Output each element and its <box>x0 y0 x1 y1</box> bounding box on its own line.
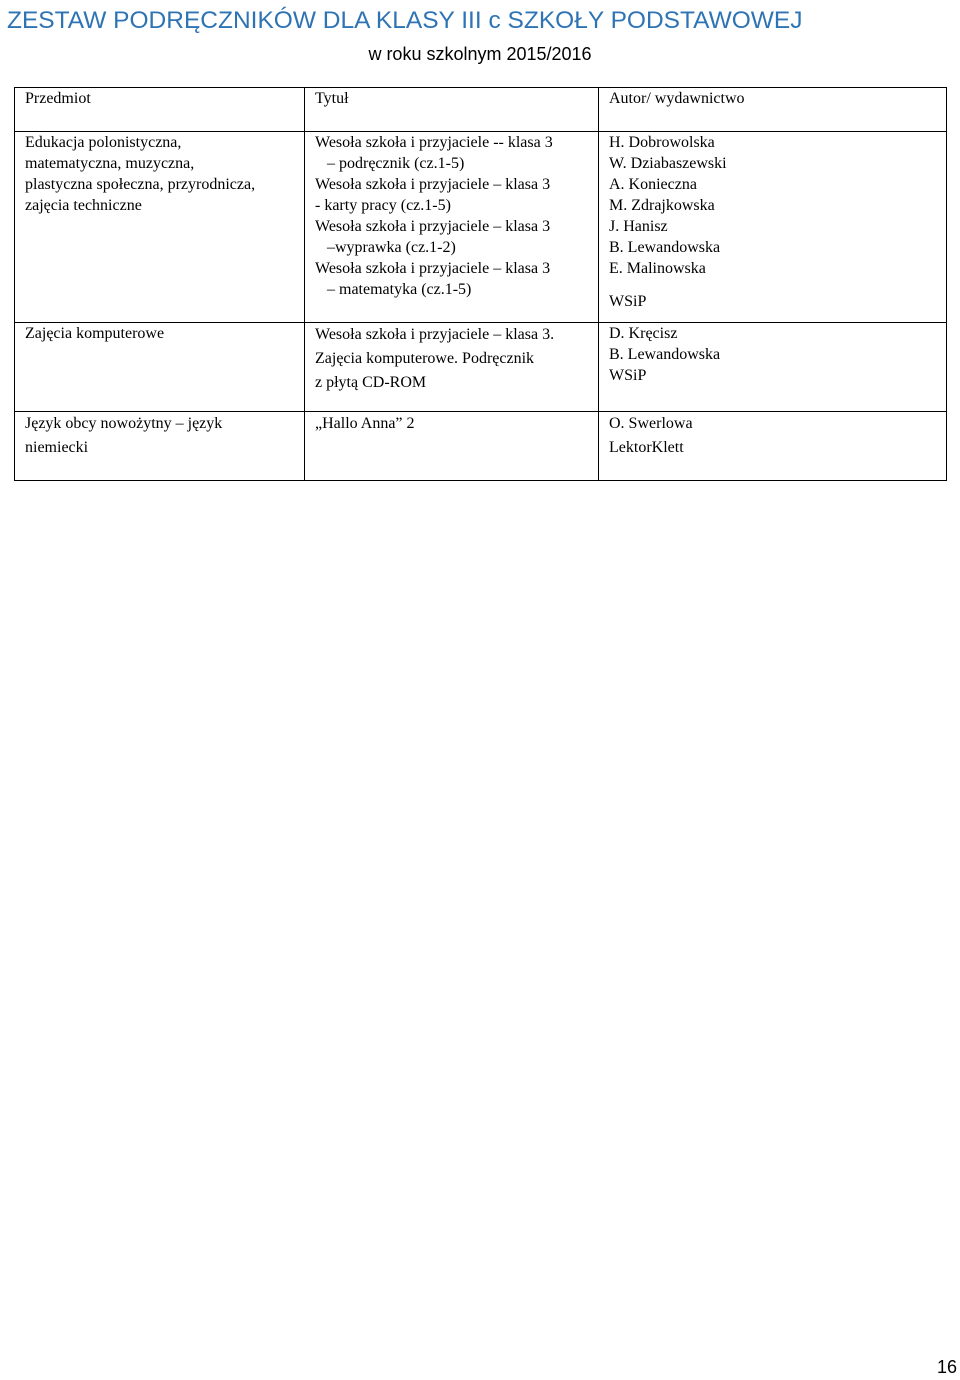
title-line: Wesoła szkoła i przyjaciele -- klasa 3 <box>315 134 553 151</box>
subject-line: plastyczna społeczna, przyrodnicza, <box>25 176 256 193</box>
title-line: Wesoła szkoła i przyjaciele – klasa 3. <box>315 326 555 343</box>
title-cell <box>305 323 599 412</box>
subject-line: zajęcia techniczne <box>25 197 142 214</box>
title-line: Wesoła szkoła i przyjaciele – klasa 3 <box>315 176 551 193</box>
title-cell <box>305 132 599 323</box>
header-subject-label: Przedmiot <box>25 90 91 107</box>
title-cell <box>305 412 599 481</box>
header-title <box>305 88 599 132</box>
subject-line: Zajęcia komputerowe <box>25 325 165 342</box>
publisher: LektorKlett <box>609 439 684 456</box>
title-line: –wyprawka (cz.1-2) <box>327 239 456 256</box>
subject-line: Edukacja polonistyczna, <box>25 134 182 151</box>
author-line: O. Swerlowa <box>609 415 693 432</box>
author-line: E. Malinowska <box>609 260 706 277</box>
title-line: „Hallo Anna” 2 <box>315 415 415 432</box>
textbook-table <box>14 87 947 481</box>
author-cell <box>599 323 947 412</box>
author-line: J. Hanisz <box>609 218 668 235</box>
header-subject <box>15 88 305 132</box>
subject-cell <box>15 412 305 481</box>
subject-line: matematyczna, muzyczna, <box>25 155 195 172</box>
author-line: W. Dziabaszewski <box>609 155 727 172</box>
table-header-row <box>15 88 947 132</box>
author-cell <box>599 412 947 481</box>
author-cell <box>599 132 947 323</box>
publisher: WSiP <box>609 293 647 310</box>
header-title-label: Tytuł <box>315 90 349 107</box>
publisher: WSiP <box>609 367 647 384</box>
title-line: Wesoła szkoła i przyjaciele – klasa 3 <box>315 218 551 235</box>
author-line: B. Lewandowska <box>609 346 721 363</box>
subject-line: niemiecki <box>25 439 89 456</box>
header-author <box>599 88 947 132</box>
subject-cell <box>15 132 305 323</box>
author-line: B. Lewandowska <box>609 239 721 256</box>
subject-cell <box>15 323 305 412</box>
title-line: z płytą CD-ROM <box>315 374 427 391</box>
table-row <box>15 323 947 412</box>
title-line: – podręcznik (cz.1-5) <box>327 155 465 172</box>
title-line: - karty pracy (cz.1-5) <box>315 197 451 214</box>
author-line: H. Dobrowolska <box>609 134 715 151</box>
school-year-subtitle: w roku szkolnym 2015/2016 <box>368 44 592 64</box>
title-line: Wesoła szkoła i przyjaciele – klasa 3 <box>315 260 551 277</box>
table-row <box>15 132 947 323</box>
author-line: A. Konieczna <box>609 176 697 193</box>
title-line: Zajęcia komputerowe. Podręcznik <box>315 350 535 367</box>
title-line: – matematyka (cz.1-5) <box>327 281 472 298</box>
author-line: M. Zdrajkowska <box>609 197 715 214</box>
page-number: 16 <box>936 1357 957 1377</box>
document-title: ZESTAW PODRĘCZNIKÓW DLA KLASY III c SZKOŁY PODSTAWOWEJ <box>7 7 803 34</box>
header-author-label: Autor/ wydawnictwo <box>609 90 745 107</box>
subject-line: Język obcy nowożytny – język <box>25 415 223 432</box>
table-row <box>15 412 947 481</box>
author-line: D. Kręcisz <box>609 325 678 342</box>
